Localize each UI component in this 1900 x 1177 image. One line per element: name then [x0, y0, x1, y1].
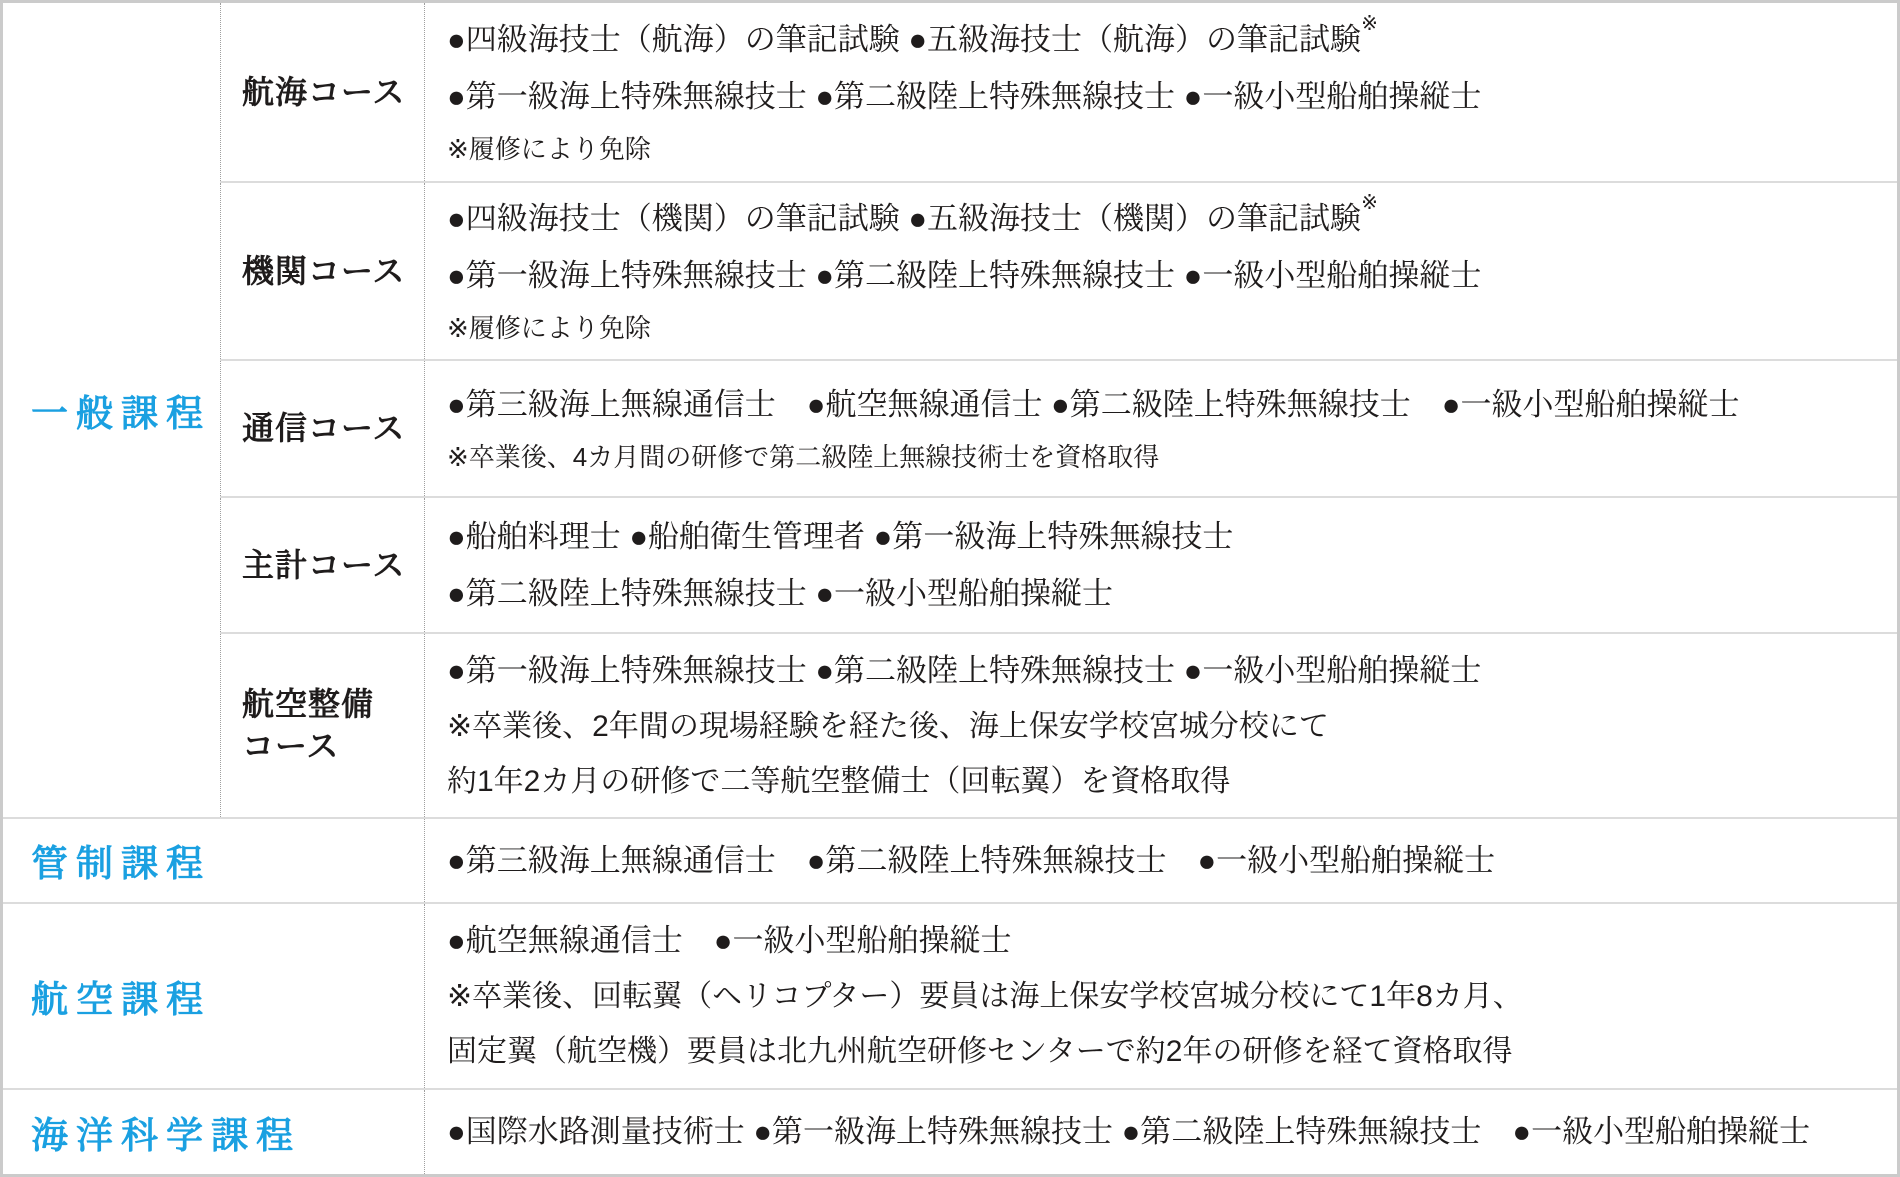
qualifications-cell: [425, 497, 1899, 633]
course-cell-traffic-control: [2, 818, 425, 903]
exemption-asterisk: ※: [1361, 191, 1378, 214]
course-label: 一般課程: [31, 392, 211, 434]
table-row: [2, 182, 1899, 360]
qualification-text: ●船舶料理士 ●船舶衛生管理者 ●第一級海上特殊無線技士: [447, 518, 1234, 554]
subcourse-label: 航海コース: [242, 73, 406, 110]
qualifications-cell: [425, 818, 1899, 903]
note-text: ※卒業後、2年間の現場経験を経た後、海上保安学校宮城分校にて: [447, 709, 1329, 743]
table-row: [2, 497, 1899, 633]
exemption-asterisk: ※: [1361, 12, 1378, 35]
note-line: [447, 433, 1897, 481]
qualification-text: ●第三級海上無線通信士 ●航空無線通信士 ●第二級陸上特殊無線技士 ●一級小型船舶操縦士: [447, 386, 1740, 422]
note-line: [447, 754, 1897, 809]
table-row: [2, 360, 1899, 497]
subcourse-cell-engine: [221, 182, 425, 360]
subcourse-cell-administration: [221, 497, 425, 633]
qualification-line: [447, 190, 1897, 247]
note-line: [447, 699, 1897, 754]
qualifications-cell: [425, 182, 1899, 360]
course-cell-ocean-science: [2, 1089, 425, 1176]
subcourse-text: 航空整備: [242, 686, 375, 722]
subcourse-cell-communication: [221, 360, 425, 497]
note-text: ※履修により免除: [447, 312, 651, 343]
note-text: 固定翼（航空機）要員は北九州航空研修センターで約2年の研修を経て資格取得: [447, 1035, 1513, 1068]
note-line: [447, 125, 1897, 173]
qualification-line: [447, 1103, 1897, 1160]
subcourse-label: 主計コース: [242, 546, 406, 583]
subcourse-label: [221, 683, 424, 767]
qualifications-cell: [425, 360, 1899, 497]
subcourse-text: コース: [242, 728, 340, 764]
qualification-line: [447, 508, 1897, 565]
note-line: [447, 304, 1897, 352]
qualification-line: [447, 832, 1897, 889]
qualifications-cell: [425, 903, 1899, 1089]
qualifications-cell: [425, 1089, 1899, 1176]
subcourse-cell-aviation-maintenance: [221, 633, 425, 818]
qualification-text: ●航空無線通信士 ●一級小型船舶操縦士: [447, 923, 1012, 958]
table-row: [2, 2, 1899, 182]
qualification-text: ●第一級海上特殊無線技士 ●第二級陸上特殊無線技士 ●一級小型船舶操縦士: [447, 78, 1482, 114]
qualification-text: ●第三級海上無線通信士 ●第二級陸上特殊無線技士 ●一級小型船舶操縦士: [447, 842, 1496, 878]
table-row: [2, 903, 1899, 1089]
qualifications-cell: [425, 2, 1899, 182]
qualification-line: [447, 912, 1897, 969]
qualification-text: ●第一級海上特殊無線技士 ●第二級陸上特殊無線技士 ●一級小型船舶操縦士: [447, 257, 1482, 293]
subcourse-label: 機関コース: [242, 252, 406, 289]
course-label: 航空課程: [31, 978, 211, 1020]
qualification-text: ●第一級海上特殊無線技士 ●第二級陸上特殊無線技士 ●一級小型船舶操縦士: [447, 652, 1482, 688]
subcourse-cell-navigation: [221, 2, 425, 182]
note-line: [447, 1024, 1897, 1079]
table-row: [2, 633, 1899, 818]
note-line: [447, 969, 1897, 1024]
table-row: [2, 1089, 1899, 1176]
note-text: ※卒業後、4カ月間の研修で第二級陸上無線技術士を資格取得: [447, 441, 1160, 472]
course-cell-aviation: [2, 903, 425, 1089]
qualification-text: ●国際水路測量技術士 ●第一級海上特殊無線技士 ●第二級陸上特殊無線技士 ●一級小型船舶操縦士: [447, 1114, 1811, 1150]
qualification-line: [447, 565, 1897, 622]
qualification-line: [447, 11, 1897, 68]
course-label: 管制課程: [31, 843, 211, 884]
note-text: 約1年2カ月の研修で二等航空整備士（回転翼）を資格取得: [447, 764, 1231, 798]
qualifications-cell: [425, 633, 1899, 818]
course-label: 海洋科学課程: [31, 1114, 301, 1156]
qualification-text: ●第二級陸上特殊無線技士 ●一級小型船舶操縦士: [447, 575, 1114, 611]
note-text: ※履修により免除: [447, 133, 651, 164]
qualification-line: [447, 642, 1897, 699]
subcourse-label: 通信コース: [242, 410, 406, 446]
qualification-line: [447, 247, 1897, 304]
qualification-line: [447, 376, 1897, 433]
qualification-line: [447, 68, 1897, 125]
course-cell-general: [2, 2, 221, 818]
note-text: ※卒業後、回転翼（ヘリコプター）要員は海上保安学校宮城分校にて1年8カ月、: [447, 980, 1523, 1013]
qualification-text: ●四級海技士（航海）の筆記試験 ●五級海技士（航海）の筆記試験: [447, 21, 1362, 57]
qualification-text: ●四級海技士（機関）の筆記試験 ●五級海技士（機関）の筆記試験: [447, 200, 1362, 236]
table-row: [2, 818, 1899, 903]
